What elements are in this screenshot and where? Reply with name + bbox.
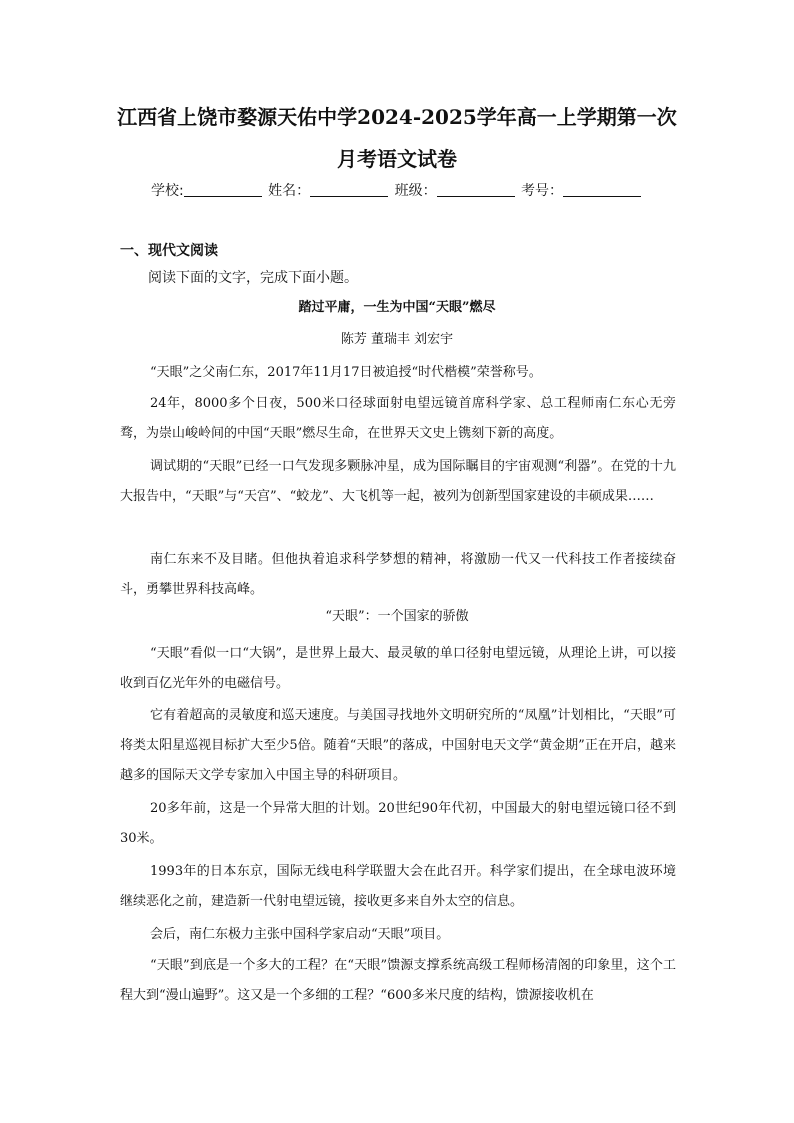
article-paragraph: “天眼”之父南仁东，2017年11月17日被追授“时代楷模”荣誉称号。	[150, 365, 542, 380]
article-paragraph: 会后，南仁东极力主张中国科学家启动“天眼”项目。	[150, 927, 450, 942]
exam-title-line-2: 月考语文试卷	[337, 147, 457, 171]
student-info-row	[0, 180, 794, 202]
article-paragraph: 20多年前，这是一个异常大胆的计划。20世纪90年代初，中国最大的射电望远镜口径不到30米。	[120, 801, 676, 846]
article-paragraph: “天眼”到底是一个多大的工程？在“天眼”馈源支撑系统高级工程师杨清阁的印象里，这个工程大到“漫山遍野”。这又是一个多细的工程？“600多米尺度的结构，馈源接收机在	[120, 958, 676, 1003]
article-title: 踏过平庸，一生为中国“天眼”燃尽	[298, 300, 496, 315]
name-label: 姓名：	[268, 183, 311, 199]
article-subheading: “天眼”：一个国家的骄傲	[325, 609, 469, 624]
school-label: 学校:	[150, 183, 184, 199]
school-blank	[184, 182, 262, 197]
class-blank	[437, 182, 515, 197]
exam-number-blank	[563, 182, 641, 197]
exam-number-label: 考号：	[521, 183, 564, 199]
article-authors: 陈芳 董瑞丰 刘宏宇	[340, 332, 454, 347]
exam-title-line-1: 江西省上饶市婺源天佑中学2024-2025学年高一上学期第一次	[117, 105, 677, 129]
article-paragraph: 它有着超高的灵敏度和巡天速度。与美国寻找地外文明研究所的“凤凰”计划相比，“天眼”可将类太阳星巡视目标扩大至少5倍。随着“天眼”的落成，中国射电天文学“黄金期”正在开启，越来越多的国际天文学专家加入中国主导的科研项目。	[120, 708, 676, 783]
name-blank	[310, 182, 388, 197]
article-paragraph: 调试期的“天眼”已经一口气发现多颗脉冲星，成为国际瞩目的宇宙观测“利器”。在党的十九大报告中，“天眼”与“天宫”、“蛟龙”、大飞机等一起，被列为创新型国家建设的丰硕成果……	[120, 459, 676, 504]
class-label: 班级：	[394, 183, 437, 199]
article-paragraph: 24年，8000多个日夜，500米口径球面射电望远镜首席科学家、总工程师南仁东心无旁骛，为崇山峻岭间的中国“天眼”燃尽生命，在世界天文史上镌刻下新的高度。	[120, 396, 676, 441]
article-paragraph: “天眼”看似一口“大锅”，是世界上最大、最灵敏的单口径射电望远镜，从理论上讲，可以接收到百亿光年外的电磁信号。	[120, 646, 676, 691]
section-instruction: 阅读下面的文字，完成下面小题。	[148, 270, 358, 286]
section-heading: 一、现代文阅读	[120, 243, 218, 259]
article-paragraph: 1993年的日本东京，国际无线电科学联盟大会在此召开。科学家们提出，在全球电波环境继续恶化之前，建造新一代射电望远镜，接收更多来自外太空的信息。	[120, 864, 676, 909]
article-paragraph: 南仁东来不及目睹。但他执着追求科学梦想的精神，将激励一代又一代科技工作者接续奋斗，勇攀世界科技高峰。	[120, 552, 676, 597]
